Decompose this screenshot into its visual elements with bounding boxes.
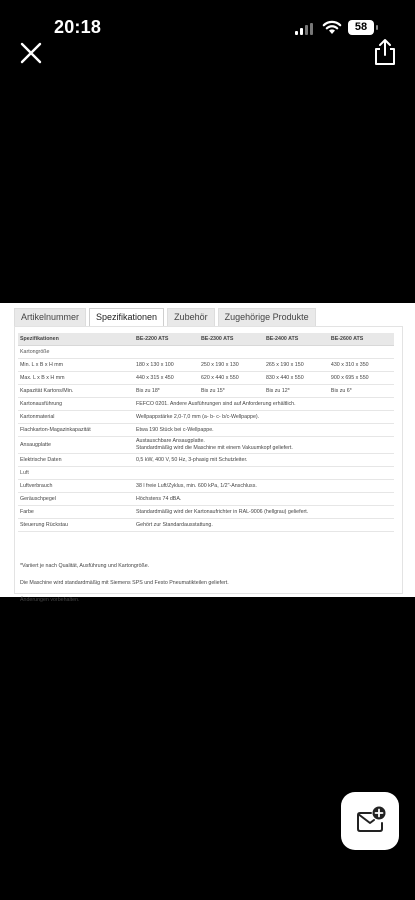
cell-line: Austauschbare Ansaugplatte.: [136, 438, 205, 444]
cell-value: 900 x 695 x 550: [329, 372, 394, 385]
cell-value: Bis zu 6*: [329, 385, 394, 398]
spec-table: [18, 333, 394, 532]
row-label: Steuerung Rückstau: [18, 519, 134, 532]
row-label: Min. L x B x H mm: [18, 359, 134, 372]
table-row: [18, 437, 394, 454]
row-label: Elektrische Daten: [18, 454, 134, 467]
cell-value: Gehört zur Standardausstattung.: [134, 519, 394, 532]
battery-icon: 58: [348, 20, 374, 35]
cell-value: 430 x 310 x 350: [329, 359, 394, 372]
table-row: [18, 480, 394, 493]
table-row: [18, 467, 394, 480]
cell-value: FEFCO 0201. Andere Ausführungen sind auf Anforderung erhältlich.: [134, 398, 394, 411]
cell-value: 38 l freie Luft/Zyklus, min. 600 kPa, 1/2"-Anschluss.: [134, 480, 394, 493]
cell-value: 830 x 440 x 550: [264, 372, 329, 385]
row-label: Kartonausführung: [18, 398, 134, 411]
footnotes: [20, 563, 229, 614]
battery-cap: [376, 25, 378, 30]
new-message-button[interactable]: [341, 792, 399, 850]
cell-line: Standardmäßig wird die Maschine mit einem Vakuumkopf geliefert.: [136, 445, 293, 451]
table-row: [18, 398, 394, 411]
row-label: Kartongröße: [18, 346, 394, 359]
header-be-2300: BE-2300 ATS: [199, 333, 264, 346]
header-be-2200: BE-2200 ATS: [134, 333, 199, 346]
table-row: [18, 372, 394, 385]
header-spezifikationen: Spezifikationen: [18, 333, 134, 346]
header-be-2600: BE-2600 ATS: [329, 333, 394, 346]
cell-value: Bis zu 12*: [264, 385, 329, 398]
tab-spezifikationen[interactable]: Spezifikationen: [89, 308, 164, 327]
row-label: Geräuschpegel: [18, 493, 134, 506]
footnote: Änderungen vorbehalten.: [20, 597, 80, 603]
table-row: [18, 454, 394, 467]
cell-value: Etwa 190 Stück bei c-Wellpappe.: [134, 424, 394, 437]
row-label: Farbe: [18, 506, 134, 519]
cell-value: [134, 437, 394, 454]
row-label: Kartonmaterial: [18, 411, 134, 424]
cell-value: 620 x 440 x 550: [199, 372, 264, 385]
table-row: [18, 411, 394, 424]
table-row: [18, 424, 394, 437]
footnote: *Variiert je nach Qualität, Ausführung und Kartongröße.: [20, 563, 150, 569]
wifi-icon: [322, 20, 342, 35]
tab-zugehoerige-produkte[interactable]: Zugehörige Produkte: [218, 308, 316, 326]
header-be-2400: BE-2400 ATS: [264, 333, 329, 346]
row-label: Kapazität Kartons/Min.: [18, 385, 134, 398]
cellular-signal-icon: [295, 23, 315, 35]
cell-value: Standardmäßig wird der Kartonaufrichter in RAL-9006 (hellgrau) geliefert.: [134, 506, 394, 519]
share-icon[interactable]: [372, 38, 398, 66]
envelope-plus-icon: [341, 792, 399, 850]
row-label: Flachkarton-Magazinkapazität: [18, 424, 134, 437]
table-row: [18, 346, 394, 359]
close-icon[interactable]: [18, 40, 44, 66]
cell-value: Wellpappstärke 2,0-7,0 mm (a- b- c- b/c-Wellpappe).: [134, 411, 394, 424]
table-row: [18, 385, 394, 398]
cell-value: 0,5 kW, 400 V, 50 Hz, 3-phasig mit Schutzleiter.: [134, 454, 394, 467]
cell-value: 250 x 190 x 130: [199, 359, 264, 372]
tab-artikelnummer[interactable]: Artikelnummer: [14, 308, 86, 326]
tab-zubehoer[interactable]: Zubehör: [167, 308, 215, 326]
table-row: [18, 359, 394, 372]
status-time: 20:18: [54, 17, 102, 37]
specifications-panel: [14, 326, 403, 603]
cell-value: 265 x 190 x 150: [264, 359, 329, 372]
screenshot-image: [0, 303, 415, 603]
tab-bar: [14, 308, 316, 326]
footnote: Die Maschine wird standardmäßig mit Siemens SPS und Festo Pneumatikteilen geliefert.: [20, 580, 229, 586]
cell-value: 440 x 315 x 450: [134, 372, 199, 385]
row-label: Max. L x B x H mm: [18, 372, 134, 385]
table-row: [18, 506, 394, 519]
status-bar: [0, 0, 415, 56]
table-row: [18, 493, 394, 506]
table-row: [18, 519, 394, 532]
row-label: Ansaugplatte: [18, 437, 134, 454]
table-header-row: [18, 333, 394, 346]
cell-value: 180 x 130 x 100: [134, 359, 199, 372]
cell-value: Bis zu 18*: [134, 385, 199, 398]
cell-value: Höchstens 74 dBA.: [134, 493, 394, 506]
cell-value: Bis zu 15*: [199, 385, 264, 398]
row-label: Luft: [18, 467, 394, 480]
row-label: Luftverbrauch: [18, 480, 134, 493]
